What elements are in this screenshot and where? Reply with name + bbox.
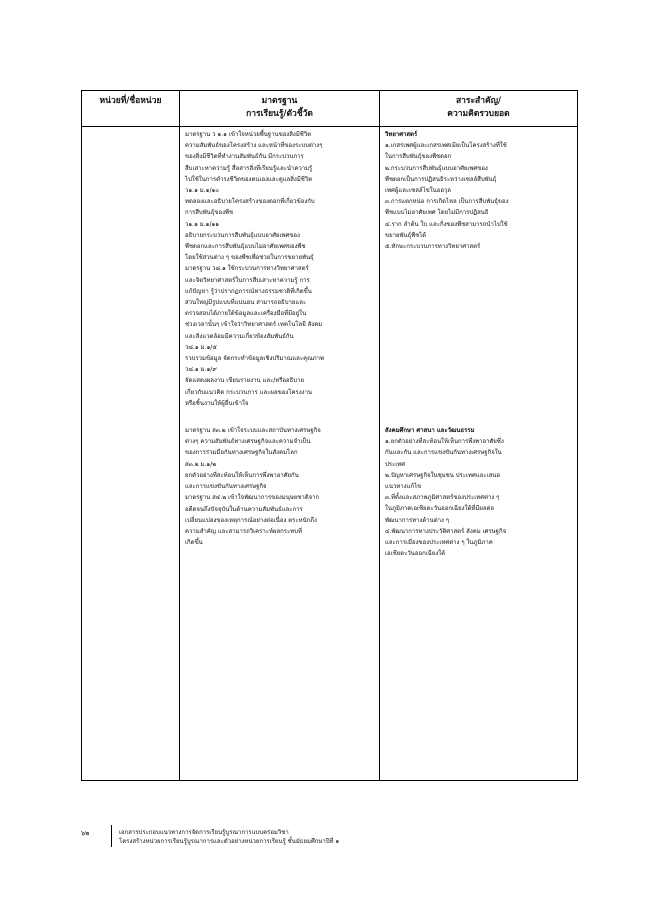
standard-line: ต่างๆ ความสัมพันธ์ทางเศรษฐกิจและความจำเป็น: [185, 438, 311, 446]
essence-line: พืชดอกเป็นการปฏิสนธิระหว่างเซลล์สืบพันธุ์: [385, 175, 497, 183]
header-standard: มาตรฐาน การเรียนรู้/ตัวชี้วัด: [180, 91, 380, 127]
essence-line: ๔.พัฒนาการทางประวัติศาสตร์ สังคม เศรษฐกิจ: [385, 527, 507, 535]
essence-line: ๒.ปัญหาเศรษฐกิจในชุมชน ประเทศและเสนอ: [385, 471, 500, 479]
essence-line: เอเชียตะวันออกเฉียงใต้: [385, 550, 446, 558]
standard-line: ความสัมพันธ์ของโครงสร้าง และหน้าที่ของระบบต่างๆ: [185, 142, 323, 150]
essence-line: ๓.การแตกหน่อ การเกิดไหล เป็นการสืบพันธุ์ของ: [385, 198, 509, 206]
essence-line: ๔.ราก ลำต้น ใบ และกิ่งของพืชสามารถนำไปใช้: [385, 220, 508, 228]
essence-line: สังคมศึกษา ศาสนา และวัฒนธรรม: [385, 427, 475, 435]
essence-line: ในการสืบพันธุ์ของพืชดอก: [385, 153, 452, 161]
standard-line: พืชดอกและการสืบพันธุ์แบบไม่อาศัยเพศของพืช: [185, 243, 306, 251]
standard-line: มาตรฐาน ว๘.๑ ใช้กระบวนการทางวิทยาศาสตร์: [185, 265, 309, 273]
curriculum-table: [81, 90, 578, 781]
content-row: [82, 127, 578, 781]
standard-line: ทดลองและอธิบายโครงสร้างของดอกที่เกี่ยวข้องกับ: [185, 198, 315, 206]
essence-line: ขยายพันธุ์พืชได้: [385, 231, 427, 239]
standard-line: ของสิ่งมีชีวิตที่ทำงานสัมพันธ์กัน มีกระบวนการ: [185, 153, 304, 161]
standard-line: ไปใช้ในการดำรงชีวิตของตนเองและดูแลสิ่งมีชีวิต: [185, 175, 313, 183]
standard-line: ช่วงเวลานั้นๆ เข้าใจว่าวิทยาศาสตร์ เทคโนโลยี สังคม: [185, 321, 323, 329]
footer-line-2: โครงสร้างหน่วยการเรียนรู้บูรณาการและตัวอย่างหน่วยการเรียนรู้ ชั้นมัธยมศึกษาปีที่ ๑: [119, 838, 340, 845]
page-number: ๖๒: [81, 829, 90, 837]
standard-line: และการแข่งขันกันทางเศรษฐกิจ: [185, 483, 267, 491]
standard-line: เปลี่ยนแปลงของเหตุการณ์อย่างต่อเนื่อง ตระหนักถึง: [185, 516, 317, 524]
essence-line: ๓.ที่ตั้งและสภาพภูมิศาสตร์ของประเทศต่าง ๆ: [385, 494, 500, 502]
essence-line: ๑.ยกตัวอย่างที่สะท้อนให้เห็นการพึ่งพาอาศัยซึ่ง: [385, 438, 504, 446]
essence-line: ๑.เกสรเพศผู้และเกสรเพศเมียเป็นโครงสร้างที่ใช้: [385, 142, 507, 150]
essence-line: และการเมืองของประเทศต่าง ๆ ในภูมิภาค: [385, 539, 493, 547]
essence-line: ประเทศ: [385, 460, 406, 468]
standard-line: ส๓.๒ ม.๑/๒: [185, 460, 217, 468]
essence-line: พืชแบบไม่อาศัยเพศ โดยไม่มีการปฏิสนธิ: [385, 209, 489, 217]
essence-line: พัฒนาการทางด้านต่าง ๆ: [385, 516, 450, 524]
standard-line: อธิบายกระบวนการสืบพันธุ์แบบอาศัยเพศของ: [185, 231, 300, 239]
essence-line: ๒.กระบวนการสืบพันธุ์แบบอาศัยเพศของ: [385, 164, 488, 172]
standard-line: การสืบพันธุ์ของพืช: [185, 209, 234, 217]
footer-divider: [111, 825, 112, 847]
standard-line: ของการร่วมมือกันทางเศรษฐกิจในสังคมโลก: [185, 449, 298, 457]
standard-line: ตรวจสอบได้ภายใต้ข้อมูลและเครื่องมือที่มีอยู่ใน: [185, 310, 307, 318]
section-gap: [185, 409, 375, 425]
essence-line: ในภูมิภาคเอเชียตะวันออกเฉียงใต้ที่มีผลต่อ: [385, 505, 495, 513]
section-gap: [385, 252, 573, 425]
header-essence: สาระสำคัญ/ ความคิดรวบยอด: [380, 91, 578, 127]
essence-cell: [380, 127, 578, 781]
standard-line: หรือชิ้นงานให้ผู้อื่นเข้าใจ: [185, 399, 249, 407]
header-row: [82, 91, 578, 127]
unit-cell: [82, 127, 180, 781]
standard-line: ส่วนใหญ่มีรูปแบบที่แน่นอน สามารถอธิบายและ: [185, 299, 307, 307]
standard-line: จัดแสดงผลงาน เขียนรายงาน และ/หรืออธิบาย: [185, 377, 304, 385]
standard-line: และจิตวิทยาศาสตร์ในการสืบเสาะหาความรู้ การ: [185, 276, 310, 284]
footer-line-1: เอกสารประกอบแนวทางการจัดการเรียนรู้บูรณาการแบบคร่อมวิชา: [119, 829, 289, 836]
essence-line: แนวทางแก้ไข: [385, 483, 422, 491]
standard-line: ยกตัวอย่างที่สะท้อนให้เห็นการพึ่งพาอาศัยกัน: [185, 471, 299, 479]
standard-line: รวบรวมข้อมูล จัดกระทำข้อมูลเชิงปริมาณและคุณภาพ: [185, 355, 324, 363]
standard-line: อดีตจนถึงปัจจุบันในด้านความสัมพันธ์และการ: [185, 505, 303, 513]
essence-line: ๕.ทักษะกระบวนการทางวิทยาศาสตร์: [385, 243, 481, 251]
standard-line: สืบเสาะหาความรู้ สื่อสารสิ่งที่เรียนรู้และนำความรู้: [185, 164, 313, 172]
standard-line: ความสำคัญ และสามารถวิเคราะห์ผลกระทบที่: [185, 527, 302, 535]
standard-line: เกี่ยวกับแนวคิด กระบวนการ และผลของโครงงาน: [185, 388, 313, 396]
essence-line: วิทยาศาสตร์: [385, 131, 418, 138]
standard-line: มาตรฐาน ส๔.๒ เข้าใจพัฒนาการของมนุษยชาติจาก: [185, 494, 320, 502]
standard-line: ว๘.๑ ม.๑/๕: [185, 343, 217, 351]
standard-line: โดยใช้ส่วนต่าง ๆ ของพืชเพื่อช่วยในการขยายพันธุ์: [185, 254, 314, 262]
standard-line: และสิ่งแวดล้อมมีความเกี่ยวข้องสัมพันธ์กัน: [185, 332, 294, 340]
standards-cell: [180, 127, 380, 781]
header-unit: หน่วยที่/ชื่อหน่วย: [82, 91, 180, 127]
standard-line: ว๑.๑ ม.๑/๑๐: [185, 187, 219, 195]
standard-line: ว๑.๑ ม.๑/๑๑: [185, 220, 220, 228]
standard-line: มาตรฐาน ส๓.๒ เข้าใจระบบและสถาบันทางเศรษฐกิจ: [185, 427, 321, 435]
standard-line: แก้ปัญหา รู้ว่าปรากฏการณ์ทางธรรมชาติที่เกิดขึ้น: [185, 287, 312, 295]
standard-line: ว๘.๑ ม.๑/๙: [185, 366, 217, 374]
essence-line: กันและกัน และการแข่งขันกันทางเศรษฐกิจใน: [385, 449, 502, 457]
standard-line: เกิดขึ้น: [185, 539, 203, 547]
standard-line: มาตรฐาน ว ๑.๑ เข้าใจหน่วยพื้นฐานของสิ่งมีชีวิต: [185, 131, 312, 138]
essence-line: เพศผู้และเซลล์ไข่ในออวุล: [385, 187, 451, 195]
